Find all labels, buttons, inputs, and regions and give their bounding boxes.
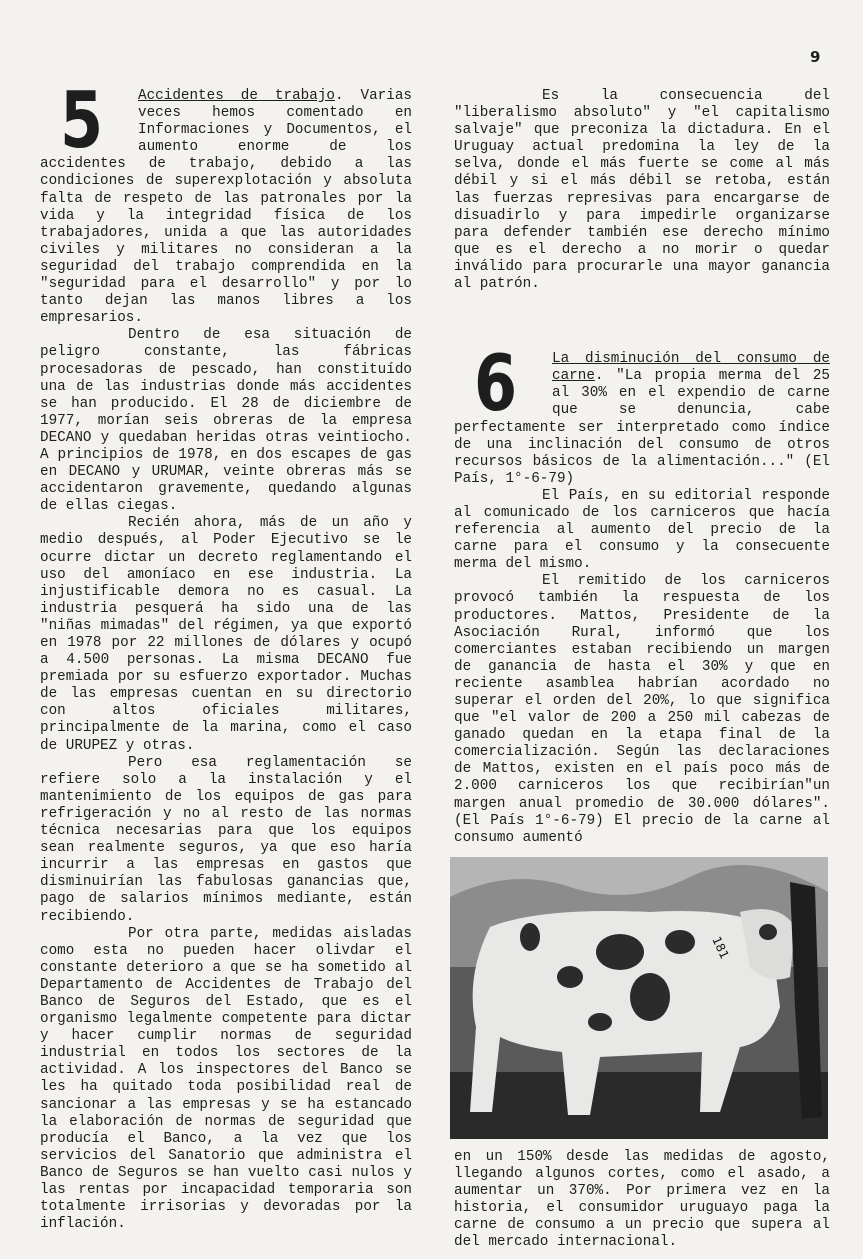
section-5-paragraph-3: Recién ahora, más de un año y medio después, al Poder Ejecutivo se le ocurre dictar un decreto reglamentando el uso del amoníaco en ese industria. La injustificable demora no es casual. La industria pesquerá ha sido una de las "niñas mimadas" del régimen, ya que exportó en 1978 por 22 millones de dólares y ocupó a 4.500 personas. La misma DECANO fue premiada por su esfuerzo exportador. Muchas de las empresas cuentan en su directorio con altos oficiales militares, principalmente de la marina, como el caso de URUPEZ y otras. [40,515,412,754]
section-5-heading: Accidentes de trabajo [138,88,335,104]
section-6-heading: La disminución del consumo de carne [552,351,830,385]
cow-photo [450,857,828,1139]
page-number: 9 [810,48,821,66]
section-6-paragraph-4: en un 150% desde las medidas de agosto, llegando algunos cortes, como el asado, a aumentar un 370%. Por primera vez en la historia, el consumidor uruguayo paga la carne de consumo a un precio que supera al del mercado internacional. [454,1148,830,1251]
section-6-paragraph-3: El remitido de los carniceros provocó también la respuesta de los productores. Mattos, Presidente de la Asociación Rural, informó que los comerciantes estaban recibiendo un margen de ganancia de hasta el 30% y que en reciente asamblea habrían acordado no superar el orden del 20%, lo que significa que "el valor de 200 a 250 mil cabezas de ganado quedan en la etapa final de la comercialización. Según las declaraciones de Mattos, existen en el país poco más de 2.000 carniceros los que recibirían"un margen anual promedio de 30.000 dólares". (El País 1°-6-79) El precio de la carne al consumo aumentó [454,573,830,846]
ear-tag-number: 181 [709,934,732,961]
section-5-continuation: Es la consecuencia del "liberalismo absoluto" y "el capitalismo salvaje" que preconiza la dictadura. En el Uruguay actual predomina la ley de la selva, donde el más fuerte se come al más débil y si el más débil se retoba, están las fuerzas represivas para encargarse de disuadirlo y para impedirle organizarse para defender también ese derecho mínimo que es el derecho a no morir o quedar inválido para procurarle una mayor ganancia al patrón. [454,88,830,293]
right-column [454,88,830,1251]
cow-photo-illustration [450,857,828,1139]
section-5-paragraph-4: Pero esa reglamentación se refiere solo a la instalación y el mantenimiento de los equipos de gas para refrigeración y no al resto de las normas técnica necesarias para que los equipos sean realmente seguros, ya que eso haría incurrir a las empresas en gastos que disminuirían las fabulosas ganancias que, pago de salarios mínimos mediante, están recibiendo. [40,754,412,925]
section-6-paragraph-1-text: . "La propia merma del 25 al 30% en el expendio de carne que se denuncia, cabe perfectamente ser interpretado como índice de una inclinación del consumo de otros recursos básicos de la alimentación..." (El País, 1°-6-79) [454,368,830,487]
section-5-number: 5 [60,74,102,166]
section-6 [454,337,830,1251]
section-5-paragraph-5: Por otra parte, medidas aisladas como esta no pueden hacer olivdar el constante deterioro a que se ha sometido al Departamento de Accidentes de Trabajo del Banco de Seguros del Estado, que es el organismo legalmente competente para dictar y hacer cumplir normas de seguridad industrial en todos los sectores de la actividad. A los inspectores del Banco se les ha quitado toda posibilidad real de sancionar a las empresas y se ha estancado la elaboración de normas de seguridad que producía el Banco, a la vez que los servicios del Sanatorio que administra el Banco de Seguros se han vuelto casi nulos y las rentas por incapacidad temporaria son totalmente irrisorias y devoradas por la inflación. [40,925,412,1233]
section-6-paragraph-2: El País, en su editorial responde al comunicado de los carniceros que hacía referencia al aumento del precio de la carne para el consumo y la consecuente merma del mismo. [454,487,830,573]
section-5-paragraph-1-text: . Varias veces hemos comentado en Informaciones y Documentos, el aumento enorme de los accidentes de trabajo, debido a las condiciones de superexplotación y absoluta falta de respeto de las patronales por la vida y la integridad física de los trabajadores, unida a que las autoridades civiles y militares no consideran a la seguridad del trabajo comprendida en la "seguridad para el desarrollo" y por lo tanto dejan las manos libres a los empresarios. [40,88,413,327]
section-5-paragraph-2: Dentro de esa situación de peligro constante, las fábricas procesadoras de pescado, han constituído una de las industrias donde más accidentes se han producido. El 28 de diciembre de 1977, morían seis obreras de la empresa DECANO y quedaban heridas otras veintiocho. A principios de 1978, en dos escapes de gas en DECANO y URUMAR, veinte obreras más se accidentaron gravemente, quedando algunas de ellas ciegas. [40,327,412,515]
left-column [40,74,413,1233]
section-6-number: 6 [474,337,516,429]
